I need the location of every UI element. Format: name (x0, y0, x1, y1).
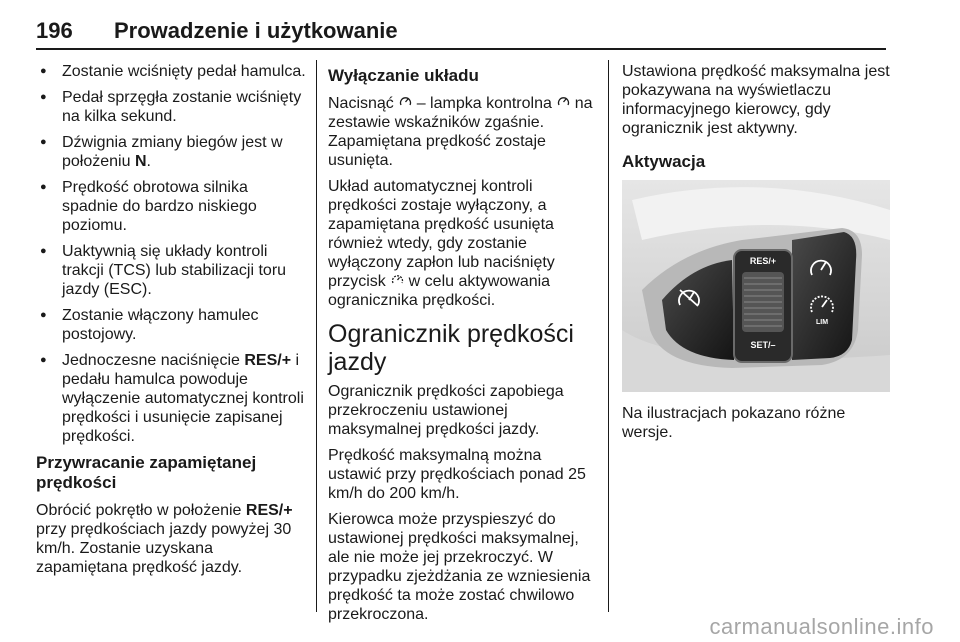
page-title: Prowadzenie i użytkowanie (114, 18, 398, 43)
speed-limiter-icon (390, 272, 404, 291)
column-divider (316, 60, 317, 612)
list-item: ● Jednoczesne naciśnięcie RES/+ i pedału hamulca powoduje wyłączenie automatycznej kontroli prędkości i usunięcie zapisanej prędkości. (36, 351, 308, 446)
watermark: carmanualsonline.info (709, 614, 934, 639)
limiter-paragraph-2: Prędkość maksymalną można ustawić przy prędkościach ponad 25 km/h do 200 km/h. (328, 447, 586, 502)
column-middle (328, 62, 596, 631)
display-paragraph: Ustawiona prędkość maksymalna jest pokazywana na wyświetlaczu informacyjnego kierowcy, gdy ogranicznik jest aktywny. (622, 63, 890, 137)
list-item: ● Uaktywnią się układy kontroli trakcji (TCS) lub stabilizacji toru jazdy (ESC). (36, 242, 308, 299)
lim-label: LIM (815, 319, 829, 326)
section-heading: Ogranicznik prędkości jazdy (328, 320, 574, 376)
list-item: ● Prędkość obrotowa silnika spadnie do bardzo niskiego poziomu. (36, 178, 308, 235)
resume-heading: Przywracanie zapamiętanej prędkości (36, 453, 257, 492)
cruise-control-icon (556, 94, 570, 113)
condition-list (36, 62, 308, 446)
list-item: ● Zostanie wciśnięty pedał hamulca. (36, 62, 308, 81)
set-label: SET/– (750, 340, 776, 350)
steering-wheel-controls-illustration (622, 180, 890, 392)
caption: Na ilustracjach pokazano różne wersje. (622, 405, 846, 441)
list-item: ● Pedał sprzęgła zostanie wciśnięty na kilka sekund. (36, 88, 308, 126)
column-right (622, 62, 890, 449)
cruise-control-icon (398, 94, 412, 113)
limiter-paragraph-1: Ogranicznik prędkości zapobiega przekroczeniu ustawionej maksymalnej prędkości jazdy. (328, 383, 564, 438)
column-left (36, 62, 308, 584)
list-item: ● Zostanie włączony hamulec postojowy. (36, 306, 308, 344)
limiter-paragraph-3: Kierowca może przyspieszyć do ustawionej prędkości maksymalnej, ale nie może jej przekroczyć. W przypadku zjeżdżania ze wzniesienia prędkość ta może zostać chwilowo przekroczona. (328, 511, 591, 623)
deactivation-heading: Wyłączanie układu (328, 66, 479, 85)
deactivation-paragraph: Nacisnąć – lampka kontrolna na zestawie wskaźników zgaśnie. Zapamiętana prędkość zostaje usunięta. (328, 95, 593, 169)
resume-paragraph: Obrócić pokrętło w położenie RES/+ przy prędkościach jazdy powyżej 30 km/h. Zostanie uzyskana zapamiętana prędkość jazdy. (36, 502, 293, 576)
page-header (36, 12, 886, 50)
deactivation-paragraph-2: Układ automatycznej kontroli prędkości zostaje wyłączony, a zapamiętana prędkość usunięta również wtedy, gdy zostanie wyłączony zapłon lub naciśnięty przycisk w celu aktywowania ogranicznika prędkości. (328, 178, 555, 309)
activation-heading: Aktywacja (622, 152, 706, 171)
res-label: RES/+ (749, 256, 777, 266)
page-number: 196 (36, 18, 73, 43)
column-divider (608, 60, 609, 612)
list-item: ● Dźwignia zmiany biegów jest w położeniu N. (36, 133, 308, 171)
